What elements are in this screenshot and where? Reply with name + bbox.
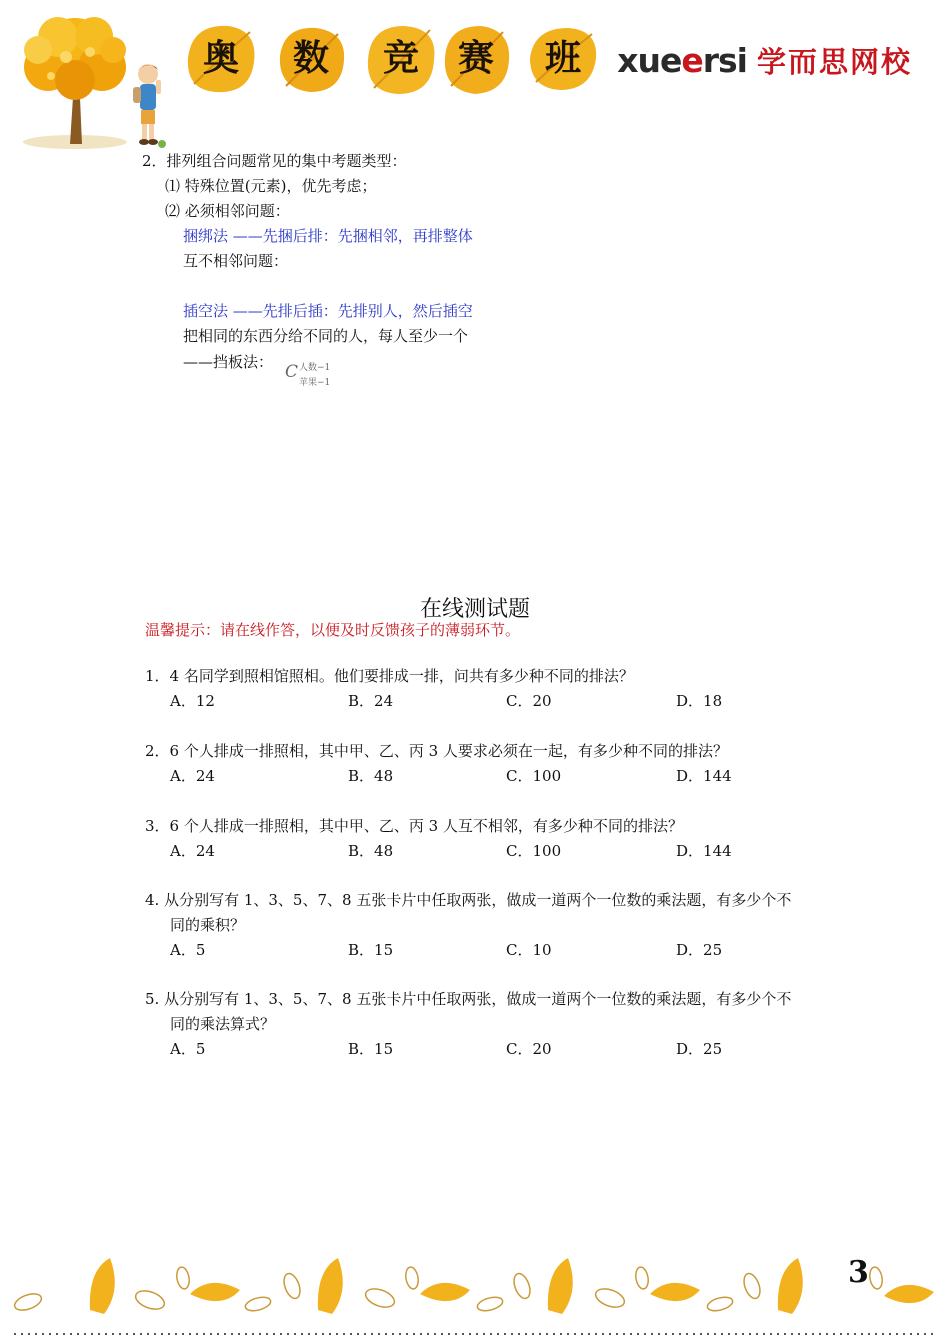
title-leaf-2 (270, 18, 352, 100)
brand-cn: 学而思网校 (756, 45, 912, 79)
question-4-stem-cont: 同的乘积？ (170, 916, 246, 934)
review-heading: 2．排列组合问题常见的集中考题类型： (142, 152, 407, 170)
divider-method: ——挡板法： (183, 353, 274, 371)
review-item-2: ⑵ 必须相邻问题： (165, 202, 290, 220)
option-b[interactable]: B．15 (348, 1040, 394, 1058)
title-char: 数 (292, 37, 329, 79)
option-c[interactable]: C．20 (506, 1040, 552, 1058)
question-5-stem-cont: 同的乘法算式？ (170, 1015, 276, 1033)
formula-sub: 苹果−1 (299, 378, 331, 388)
title-leaf-1 (180, 18, 262, 100)
option-a[interactable]: A．24 (170, 767, 215, 785)
child-figure-icon (128, 60, 170, 150)
option-c[interactable]: C．100 (506, 767, 562, 785)
leaf-border (0, 1250, 950, 1344)
option-d[interactable]: D．25 (676, 941, 723, 959)
question-4-stem: 4. 从分别写有 1、3、5、7、8 五张卡片中任取两张，做成一道两个一位数的乘法题，有多少个不 (145, 891, 792, 909)
formula-base: C (285, 362, 299, 382)
option-c[interactable]: C．20 (506, 692, 552, 710)
insert-method: 插空法 ——先排后插：先排别人，然后插空 (183, 302, 473, 320)
option-a[interactable]: A．5 (170, 941, 206, 959)
non-adjacent-heading: 互不相邻问题： (183, 252, 289, 270)
brand-logo (617, 40, 912, 84)
title-char: 竞 (382, 37, 419, 79)
formula-sup: 人数−1 (299, 363, 331, 373)
combination-formula (285, 362, 331, 388)
page-number: 3 (848, 1255, 869, 1290)
option-a[interactable]: A．24 (170, 842, 215, 860)
option-c[interactable]: C．10 (506, 941, 552, 959)
option-d[interactable]: D．144 (676, 842, 732, 860)
title-char: 赛 (457, 37, 494, 79)
question-3-stem: 3．6 个人排成一排照相，其中甲、乙、丙 3 人互不相邻，有多少种不同的排法？ (145, 817, 683, 835)
option-a[interactable]: A．5 (170, 1040, 206, 1058)
option-b[interactable]: B．48 (348, 767, 394, 785)
title-leaf-5 (522, 18, 604, 100)
leaf-icon (12, 1258, 934, 1314)
question-5-stem: 5. 从分别写有 1、3、5、7、8 五张卡片中任取两张，做成一道两个一位数的乘法题，有多少个不 (145, 990, 792, 1008)
option-b[interactable]: B．48 (348, 842, 394, 860)
title-char: 班 (544, 37, 581, 79)
option-d[interactable]: D．25 (676, 1040, 723, 1058)
option-d[interactable]: D．18 (676, 692, 723, 710)
distribute-heading: 把相同的东西分给不同的人，每人至少一个 (183, 327, 469, 345)
quiz-title: 在线测试题 (419, 597, 530, 622)
autumn-tree-icon (18, 12, 133, 152)
bind-method: 捆绑法 ——先捆后排：先捆相邻，再排整体 (183, 227, 473, 245)
question-2-stem: 2．6 个人排成一排照相，其中甲、乙、丙 3 人要求必须在一起，有多少种不同的排法？ (145, 742, 728, 760)
option-d[interactable]: D．144 (676, 767, 732, 785)
review-item-1: ⑴ 特殊位置(元素)，优先考虑； (165, 177, 377, 195)
title-leaf-3 (360, 18, 442, 100)
question-1-stem: 1．4 名同学到照相馆照相。他们要排成一排，问共有多少种不同的排法？ (145, 667, 634, 685)
option-c[interactable]: C．100 (506, 842, 562, 860)
quiz-tip: 温馨提示：请在线作答，以便及时反馈孩子的薄弱环节。 (145, 621, 521, 639)
title-leaf-4 (435, 18, 517, 100)
title-char: 奥 (202, 37, 239, 79)
option-a[interactable]: A．12 (170, 692, 215, 710)
option-b[interactable]: B．24 (348, 692, 394, 710)
option-b[interactable]: B．15 (348, 941, 394, 959)
brand-en: xueersi (617, 41, 747, 80)
